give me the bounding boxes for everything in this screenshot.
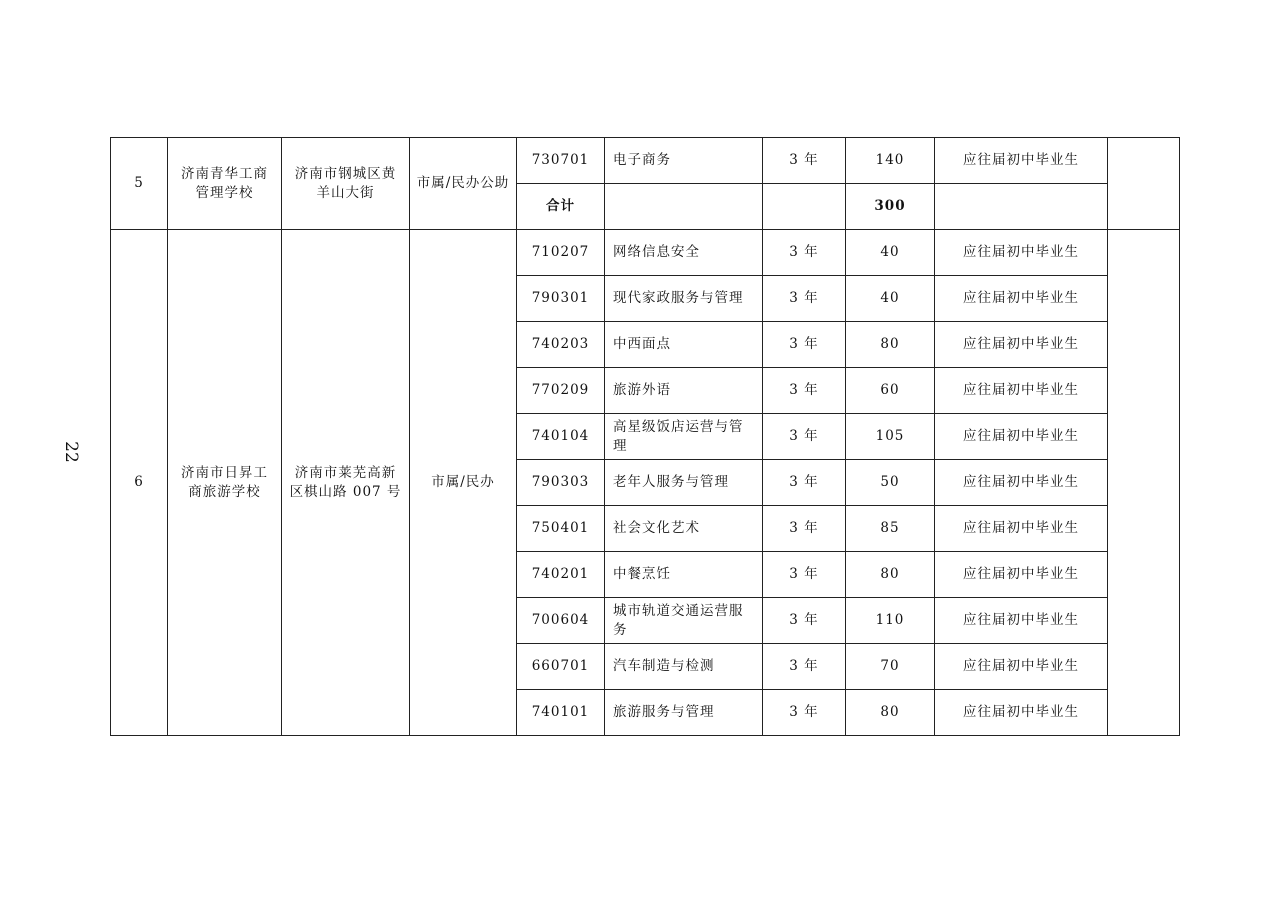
program-target: 应往届初中毕业生 [935, 598, 1108, 644]
program-years: 3 年 [763, 598, 846, 644]
program-code: 740101 [517, 690, 605, 736]
total-empty [935, 184, 1108, 230]
program-major: 中西面点 [605, 322, 763, 368]
program-code: 740104 [517, 414, 605, 460]
program-code: 700604 [517, 598, 605, 644]
remark-cell [1108, 230, 1180, 736]
program-major: 高星级饭店运营与管理 [605, 414, 763, 460]
program-target: 应往届初中毕业生 [935, 506, 1108, 552]
program-major: 中餐烹饪 [605, 552, 763, 598]
program-code: 730701 [517, 138, 605, 184]
school-address: 济南市莱芜高新区棋山路 007 号 [282, 230, 410, 736]
program-major: 网络信息安全 [605, 230, 763, 276]
program-code: 750401 [517, 506, 605, 552]
program-quota: 80 [846, 552, 935, 598]
program-major: 城市轨道交通运营服务 [605, 598, 763, 644]
program-years: 3 年 [763, 414, 846, 460]
program-code: 740203 [517, 322, 605, 368]
program-major: 现代家政服务与管理 [605, 276, 763, 322]
program-code: 790301 [517, 276, 605, 322]
program-target: 应往届初中毕业生 [935, 690, 1108, 736]
table-row [111, 230, 1180, 276]
program-quota: 105 [846, 414, 935, 460]
program-code: 790303 [517, 460, 605, 506]
program-target: 应往届初中毕业生 [935, 276, 1108, 322]
program-years: 3 年 [763, 552, 846, 598]
school-type: 市属/民办 [410, 230, 517, 736]
program-years: 3 年 [763, 276, 846, 322]
program-target: 应往届初中毕业生 [935, 414, 1108, 460]
program-code: 740201 [517, 552, 605, 598]
program-quota: 40 [846, 230, 935, 276]
school-address: 济南市钢城区黄羊山大街 [282, 138, 410, 230]
program-years: 3 年 [763, 322, 846, 368]
program-quota: 85 [846, 506, 935, 552]
program-quota: 70 [846, 644, 935, 690]
program-major: 电子商务 [605, 138, 763, 184]
program-major: 旅游外语 [605, 368, 763, 414]
program-quota: 50 [846, 460, 935, 506]
table-row [111, 138, 1180, 184]
program-code: 660701 [517, 644, 605, 690]
program-years: 3 年 [763, 644, 846, 690]
school-index: 5 [111, 138, 168, 230]
remark-cell [1108, 138, 1180, 230]
school-name: 济南青华工商管理学校 [168, 138, 282, 230]
program-target: 应往届初中毕业生 [935, 230, 1108, 276]
program-target: 应往届初中毕业生 [935, 322, 1108, 368]
program-years: 3 年 [763, 460, 846, 506]
program-target: 应往届初中毕业生 [935, 368, 1108, 414]
program-major: 社会文化艺术 [605, 506, 763, 552]
program-major: 老年人服务与管理 [605, 460, 763, 506]
total-label: 合计 [517, 184, 605, 230]
program-target: 应往届初中毕业生 [935, 460, 1108, 506]
program-quota: 80 [846, 322, 935, 368]
program-years: 3 年 [763, 138, 846, 184]
program-years: 3 年 [763, 506, 846, 552]
program-quota: 110 [846, 598, 935, 644]
total-empty [605, 184, 763, 230]
page-number: 22 [61, 441, 81, 463]
program-major: 汽车制造与检测 [605, 644, 763, 690]
program-target: 应往届初中毕业生 [935, 552, 1108, 598]
program-major: 旅游服务与管理 [605, 690, 763, 736]
program-years: 3 年 [763, 690, 846, 736]
total-empty [763, 184, 846, 230]
program-target: 应往届初中毕业生 [935, 644, 1108, 690]
program-code: 710207 [517, 230, 605, 276]
program-quota: 80 [846, 690, 935, 736]
program-quota: 140 [846, 138, 935, 184]
enrollment-table [110, 137, 1180, 736]
program-quota: 40 [846, 276, 935, 322]
program-years: 3 年 [763, 230, 846, 276]
school-type: 市属/民办公助 [410, 138, 517, 230]
program-years: 3 年 [763, 368, 846, 414]
school-index: 6 [111, 230, 168, 736]
total-quota: 300 [846, 184, 935, 230]
school-name: 济南市日昇工商旅游学校 [168, 230, 282, 736]
program-code: 770209 [517, 368, 605, 414]
program-quota: 60 [846, 368, 935, 414]
program-target: 应往届初中毕业生 [935, 138, 1108, 184]
